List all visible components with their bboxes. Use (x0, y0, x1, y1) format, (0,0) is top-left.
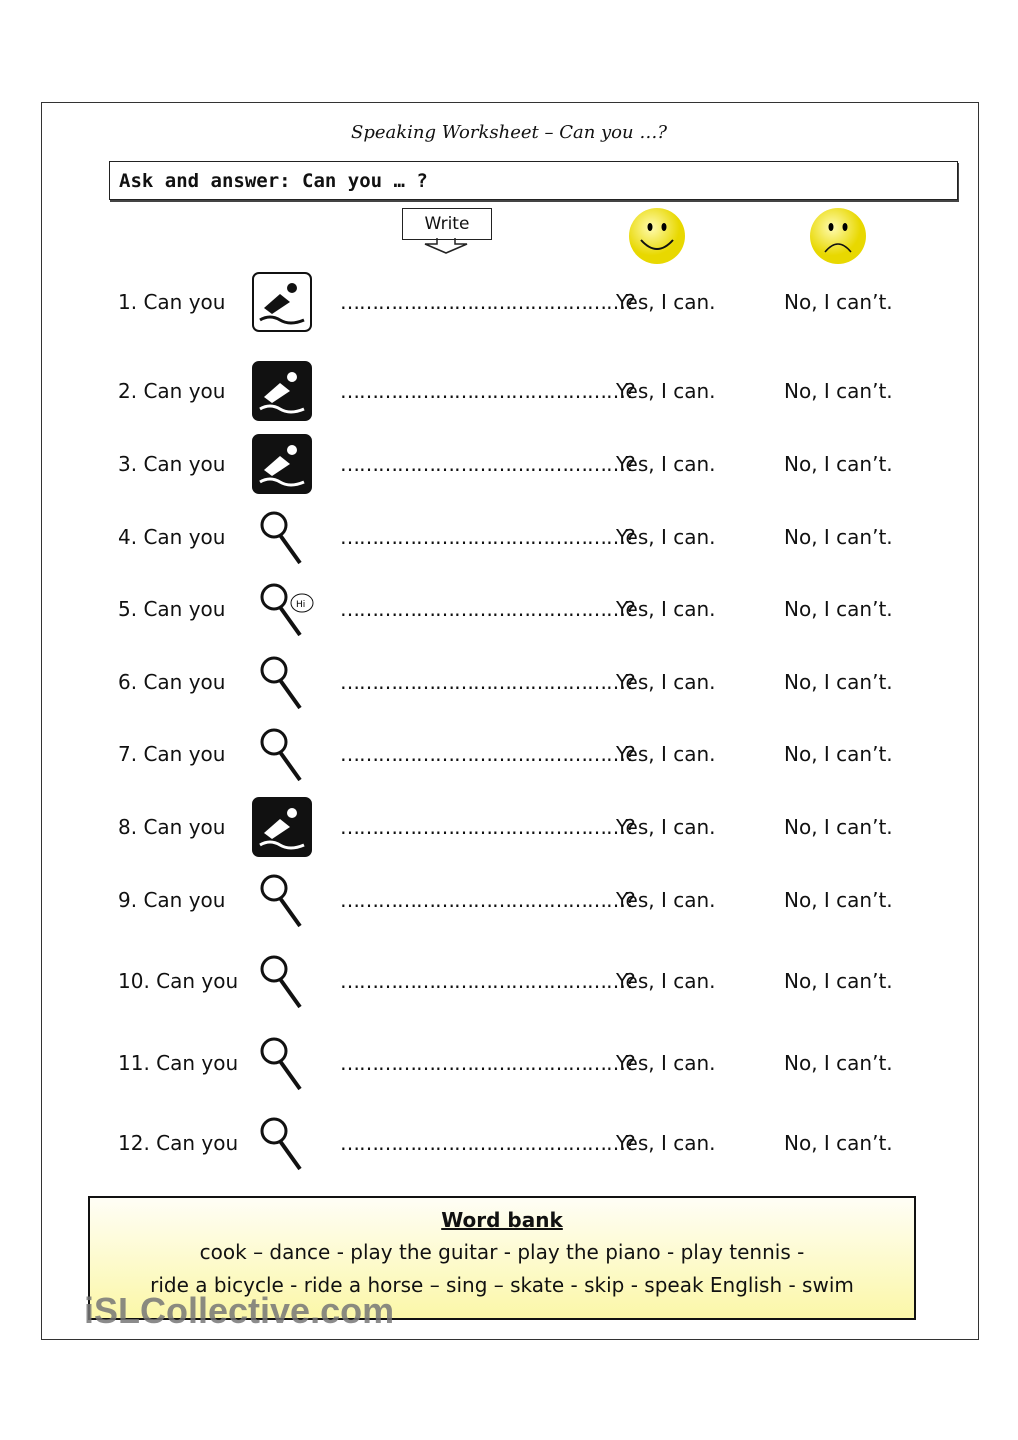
question-label: 10. Can you (118, 969, 239, 993)
worksheet-title: Speaking Worksheet – Can you …? (351, 122, 667, 143)
no-answer: No, I can’t. (784, 670, 893, 694)
question-row (0, 880, 1018, 920)
no-answer: No, I can’t. (784, 597, 893, 621)
happy-face-icon (627, 206, 687, 266)
swimming-icon (250, 272, 314, 332)
answer-blank[interactable]: ………………………………………? (340, 1051, 635, 1075)
word-bank-heading: Word bank (441, 1208, 563, 1232)
yes-answer: Yes, I can. (616, 815, 716, 839)
yes-answer: Yes, I can. (616, 742, 716, 766)
yes-answer: Yes, I can. (616, 1051, 716, 1075)
yes-answer: Yes, I can. (616, 452, 716, 476)
yes-answer: Yes, I can. (616, 290, 716, 314)
word-bank-line-2: ride a bicycle - ride a horse – sing – skate - skip - speak English - swim (150, 1273, 854, 1297)
skipping-icon (250, 870, 314, 930)
singing-icon (250, 1033, 314, 1093)
question-label: 11. Can you (118, 1051, 239, 1075)
no-answer: No, I can’t. (784, 379, 893, 403)
yes-answer: Yes, I can. (616, 670, 716, 694)
question-row (0, 371, 1018, 411)
answer-blank[interactable]: ………………………………………? (340, 290, 635, 314)
question-label: 7. Can you (118, 742, 226, 766)
question-row (0, 734, 1018, 774)
no-answer: No, I can’t. (784, 452, 893, 476)
yes-answer: Yes, I can. (616, 379, 716, 403)
write-label: Write (402, 208, 492, 240)
answer-blank[interactable]: ………………………………………? (340, 452, 635, 476)
no-answer: No, I can’t. (784, 525, 893, 549)
no-answer: No, I can’t. (784, 290, 893, 314)
question-label: 2. Can you (118, 379, 226, 403)
word-bank-line-1: cook – dance - play the guitar - play the piano - play tennis - (199, 1240, 805, 1264)
yes-answer: Yes, I can. (616, 969, 716, 993)
answer-blank[interactable]: ………………………………………? (340, 1131, 635, 1155)
no-answer: No, I can’t. (784, 815, 893, 839)
skating-icon (250, 797, 314, 857)
cooking-icon (250, 951, 314, 1011)
instruction-text: Ask and answer: Can you … ? (119, 170, 428, 192)
question-row (0, 282, 1018, 322)
question-row (0, 1123, 1018, 1163)
question-row (0, 662, 1018, 702)
no-answer: No, I can’t. (784, 888, 893, 912)
no-answer: No, I can’t. (784, 1131, 893, 1155)
question-label: 6. Can you (118, 670, 226, 694)
watermark: iSLCollective.com (84, 1290, 395, 1331)
speaking-icon (250, 579, 314, 639)
guitar-icon (250, 652, 314, 712)
question-row (0, 517, 1018, 557)
sad-face-icon (808, 206, 868, 266)
question-label: 3. Can you (118, 452, 226, 476)
no-answer: No, I can’t. (784, 742, 893, 766)
answer-blank[interactable]: ………………………………………? (340, 597, 635, 621)
question-label: 9. Can you (118, 888, 226, 912)
question-row (0, 807, 1018, 847)
answer-blank[interactable]: ………………………………………? (340, 670, 635, 694)
yes-answer: Yes, I can. (616, 1131, 716, 1155)
down-arrow-icon (423, 238, 469, 254)
question-row (0, 961, 1018, 1001)
question-label: 8. Can you (118, 815, 226, 839)
dancing-icon (250, 1113, 314, 1173)
question-label: 12. Can you (118, 1131, 239, 1155)
question-label: 1. Can you (118, 290, 226, 314)
no-answer: No, I can’t. (784, 969, 893, 993)
instruction-box (109, 161, 958, 200)
yes-answer: Yes, I can. (616, 525, 716, 549)
answer-blank[interactable]: ………………………………………? (340, 888, 635, 912)
svg-text:Hi: Hi (296, 600, 306, 610)
yes-answer: Yes, I can. (616, 888, 716, 912)
horse-riding-icon (250, 434, 314, 494)
answer-blank[interactable]: ………………………………………? (340, 969, 635, 993)
question-row (0, 589, 1018, 629)
question-label: 5. Can you (118, 597, 226, 621)
no-answer: No, I can’t. (784, 1051, 893, 1075)
answer-blank[interactable]: ………………………………………? (340, 525, 635, 549)
answer-blank[interactable]: ………………………………………? (340, 742, 635, 766)
bicycle-icon (250, 361, 314, 421)
yes-answer: Yes, I can. (616, 597, 716, 621)
question-row (0, 444, 1018, 484)
question-row (0, 1043, 1018, 1083)
piano-icon (250, 724, 314, 784)
answer-blank[interactable]: ………………………………………? (340, 379, 635, 403)
tennis-icon (250, 507, 314, 567)
question-label: 4. Can you (118, 525, 226, 549)
answer-blank[interactable]: ………………………………………? (340, 815, 635, 839)
